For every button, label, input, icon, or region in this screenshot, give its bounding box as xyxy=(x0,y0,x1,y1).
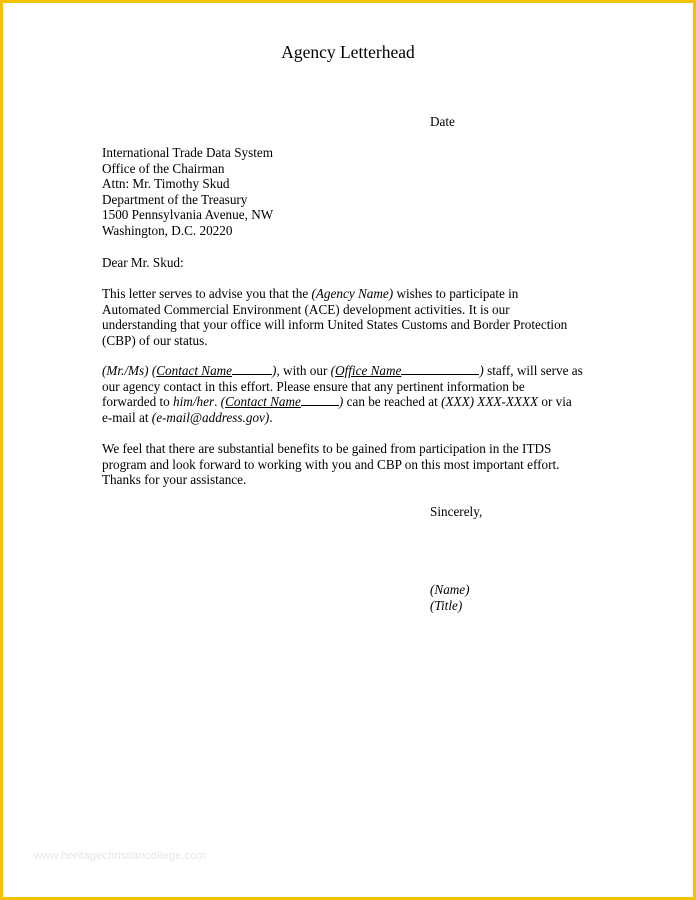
email-placeholder: (e-mail@address.gov) xyxy=(151,409,270,425)
paragraph-line xyxy=(102,394,602,410)
address-line: International Trade Data System xyxy=(102,145,274,160)
text-run: with our xyxy=(279,363,331,378)
paragraph-line: (CBP) of our status. xyxy=(102,332,208,348)
text-run: e-mail at xyxy=(102,409,152,425)
paragraph-contact xyxy=(102,363,602,425)
text-run: . xyxy=(269,409,273,425)
address-line: Department of the Treasury xyxy=(102,191,248,207)
paragraph-line xyxy=(102,410,602,426)
paragraph-line: understanding that your office will inform United States Customs and Border Protection xyxy=(102,317,568,333)
paren: ( xyxy=(220,394,226,410)
watermark-text: www.heritagechristiancollege.com xyxy=(34,850,207,862)
office-name-blank xyxy=(401,363,479,375)
paren: ) xyxy=(338,394,344,410)
paragraph-line: We feel that there are substantial benefits to be gained from participation in the ITDS xyxy=(102,441,552,456)
paren: ) xyxy=(479,363,484,378)
paragraph-line: Thanks for your assistance. xyxy=(102,472,247,488)
signer-name-placeholder xyxy=(430,582,470,598)
contact-name-placeholder-2 xyxy=(221,394,344,409)
signature-block xyxy=(430,582,470,613)
contact-name-field: Contact Name xyxy=(156,363,233,378)
text-run: forwarded to xyxy=(102,394,174,410)
address-line: Attn: Mr. Timothy Skud xyxy=(102,176,230,192)
text-run: . xyxy=(214,394,221,410)
text-run: staff, will serve as xyxy=(483,363,583,378)
contact-name-placeholder xyxy=(152,363,280,378)
letterhead-title: Agency Letterhead xyxy=(281,42,415,62)
paragraph-intro xyxy=(102,286,602,348)
address-line: Office of the Chairman xyxy=(102,160,225,176)
salutation-placeholder: (Mr./Ms) xyxy=(102,363,149,378)
paragraph-line xyxy=(102,363,602,379)
text-run: This letter serves to advise you that the xyxy=(102,286,312,301)
paren: ), xyxy=(272,363,280,378)
recipient-address xyxy=(102,145,273,239)
salutation: Dear Mr. Skud: xyxy=(102,255,184,270)
signer-title-placeholder xyxy=(430,598,470,614)
paren: ( xyxy=(151,363,157,378)
text-run: wishes to participate in xyxy=(393,286,519,301)
contact-name-blank xyxy=(301,394,339,406)
paragraph-line: Automated Commercial Environment (ACE) development activities. It is our xyxy=(102,301,510,317)
complimentary-close: Sincerely, xyxy=(430,504,483,519)
contact-name-field: Contact Name xyxy=(225,394,301,410)
contact-name-blank xyxy=(232,363,272,375)
paragraph-closing xyxy=(102,441,602,488)
office-name-field: Office Name xyxy=(335,363,402,378)
paragraph-line: program and look forward to working with you and CBP on this most important effort. xyxy=(102,456,560,472)
paragraph-line xyxy=(102,286,602,302)
paragraph-line: our agency contact in this effort. Please ensure that any pertinent information be xyxy=(102,378,525,394)
office-name-placeholder xyxy=(331,363,484,378)
signer-name: (Name) xyxy=(430,582,470,597)
pronoun-placeholder: him/her xyxy=(173,394,215,410)
phone-placeholder: (XXX) XXX-XXXX xyxy=(441,394,539,410)
date-placeholder: Date xyxy=(430,114,455,129)
paren: ( xyxy=(330,363,336,378)
address-line: 1500 Pennsylvania Avenue, NW xyxy=(102,207,274,223)
agency-name-placeholder: (Agency Name) xyxy=(311,286,394,301)
text-run: or via xyxy=(538,394,572,410)
text-run: can be reached at xyxy=(343,394,442,410)
address-line: Washington, D.C. 20220 xyxy=(102,222,233,238)
signer-title: (Title) xyxy=(430,597,463,613)
